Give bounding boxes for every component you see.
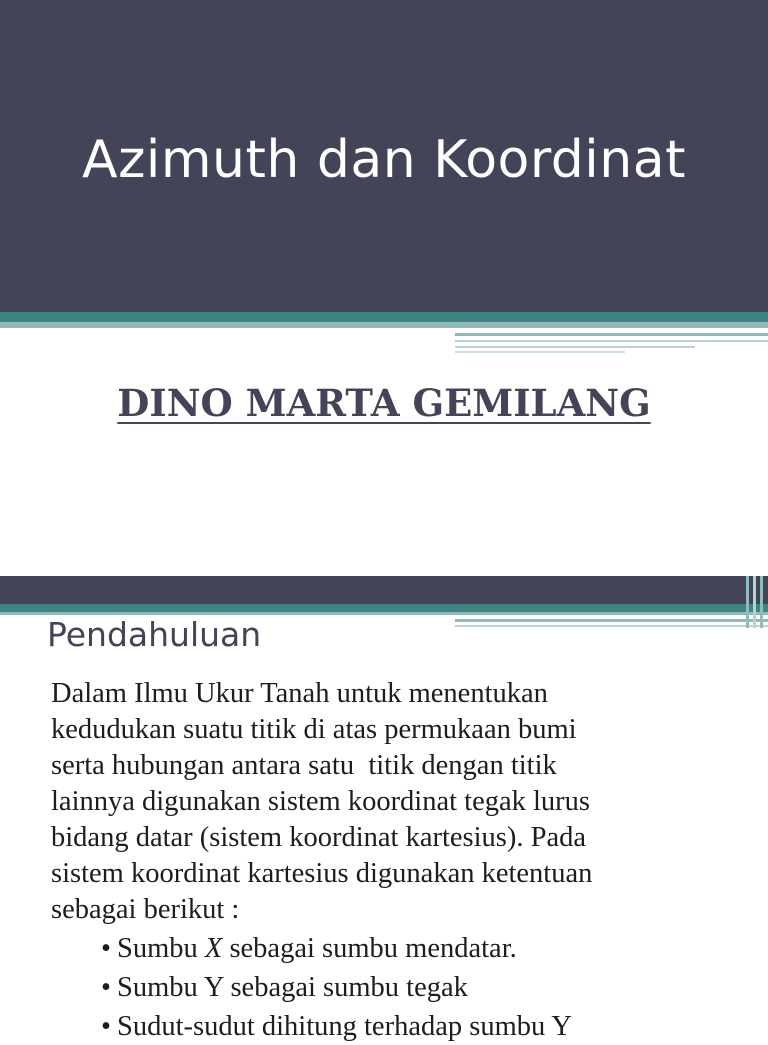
content-stripe-teal [0,604,768,612]
paragraph-line: kedudukan suatu titik di atas permukaan bumi [51,714,577,745]
bullet-icon: • [101,933,111,964]
bullet-item [51,1009,751,1045]
content-stripe-vertical-2 [753,576,756,628]
slide-body [51,676,751,1045]
header-stripe-thin-1 [455,333,768,336]
slide-title: Azimuth dan Koordinat [82,130,686,190]
paragraph-line: sebagai berikut : [51,894,240,925]
content-stripe-thin-1 [455,619,768,622]
bullet-item [51,931,751,967]
paragraph-line: Dalam Ilmu Ukur Tanah untuk menentukan [51,678,548,709]
header-stripe-light [0,322,768,328]
title-slide-header [0,0,768,312]
paragraph-line: lainnya digunakan sistem koordinat tegak lurus [51,786,591,817]
header-stripe-thin-2 [455,340,768,342]
bullet-icon: • [101,1011,111,1042]
bullet-list [51,931,751,1045]
bullet-text: Sumbu Y sebagai sumbu tegak [116,972,468,1003]
bullet-text: Sumbu [116,933,205,964]
header-stripe-teal [0,312,768,322]
paragraph-line: sistem koordinat kartesius digunakan ketentuan [51,858,593,889]
bullet-icon: • [101,972,111,1003]
content-slide-header-bar [0,576,768,604]
bullet-text: Sudut-sudut dihitung terhadap sumbu Y [116,1011,572,1042]
header-stripe-thin-4 [455,351,625,353]
intro-paragraph [51,676,751,928]
content-stripe-vertical-1 [746,576,749,628]
bullet-text-suffix: sebagai sumbu mendatar. [222,933,517,964]
content-stripe-vertical-3 [760,576,763,628]
header-stripe-thin-3 [455,346,695,348]
paragraph-line: serta hubungan antara satu titik dengan titik [51,750,557,781]
content-stripe-thin-2 [455,625,768,627]
bullet-emphasis: X [204,933,223,964]
section-heading: Pendahuluan [47,615,262,654]
bullet-item [51,970,751,1006]
author-name: DINO MARTA GEMILANG [117,381,651,425]
paragraph-line: bidang datar (sistem koordinat kartesius). Pada [51,822,587,853]
